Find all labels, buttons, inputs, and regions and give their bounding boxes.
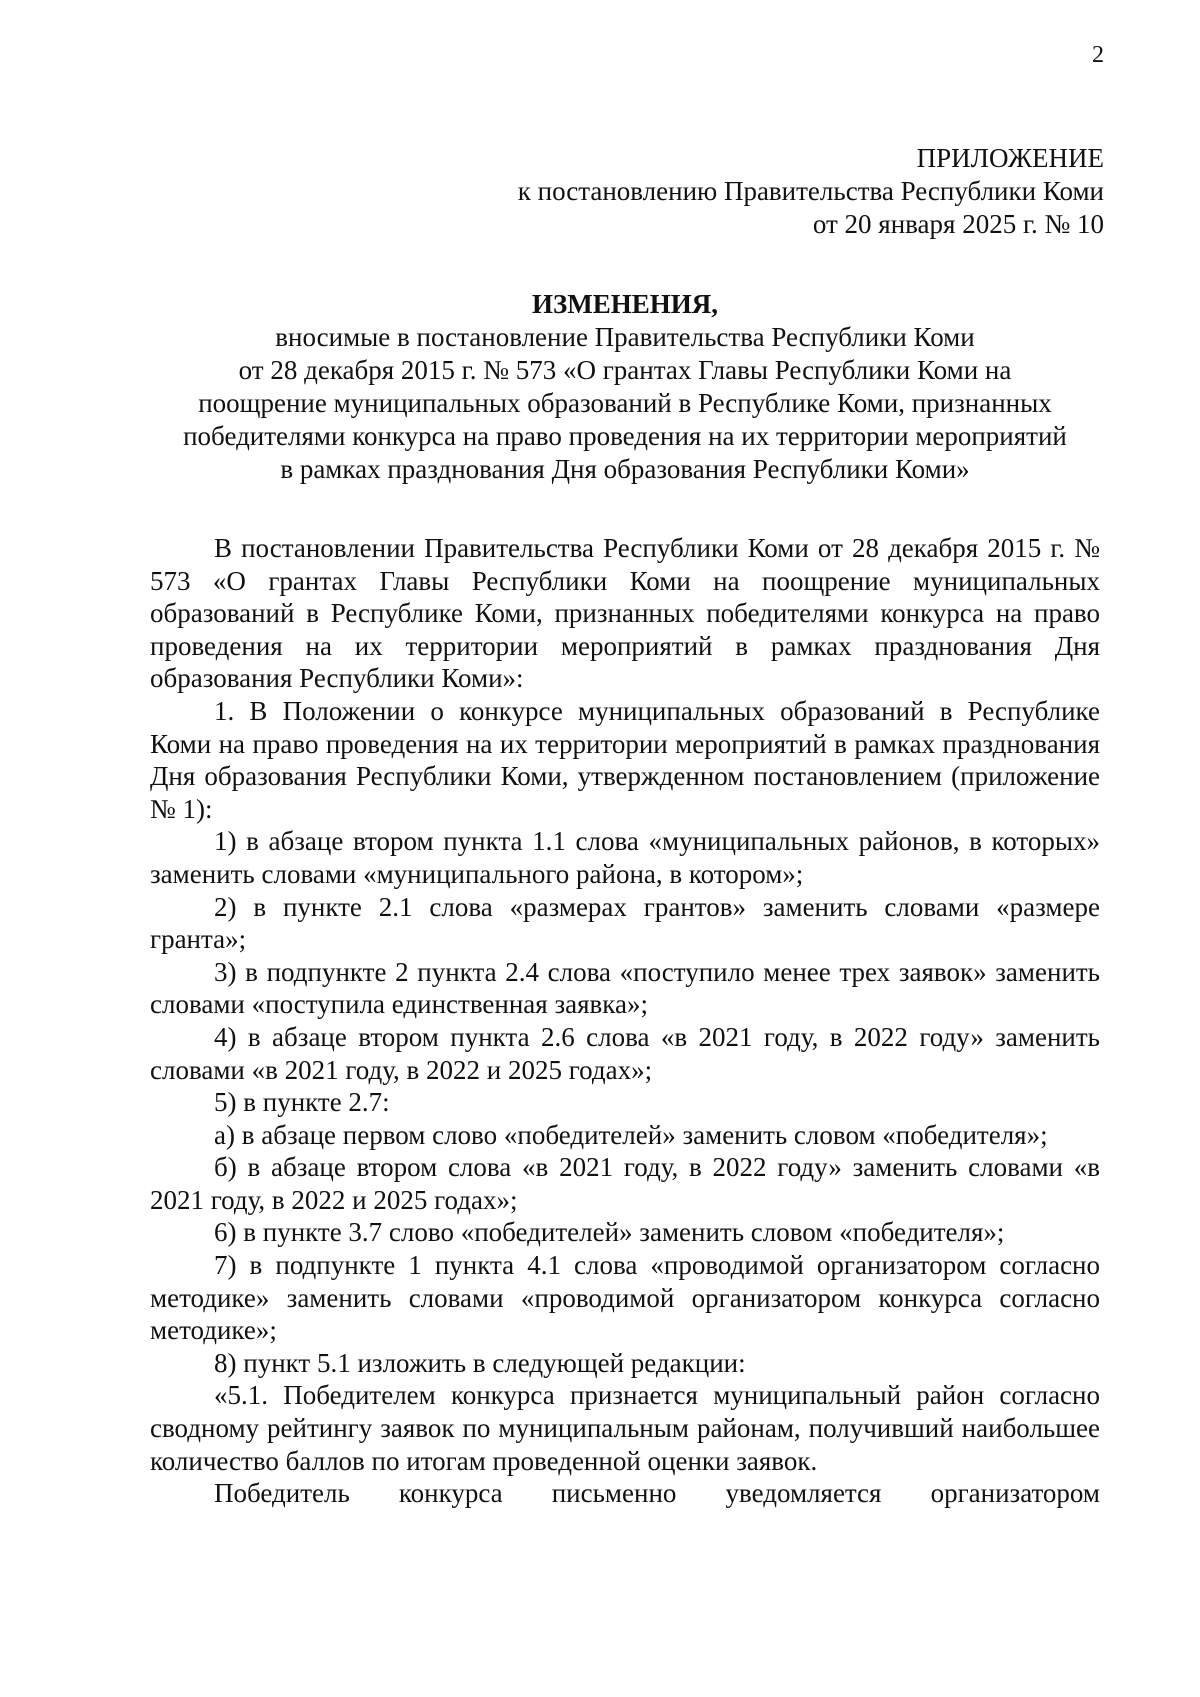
page-number: 2 xyxy=(1092,42,1104,68)
paragraph-subitem-5a: а) в абзаце первом слово «победителей» заменить словом «победителя»; xyxy=(214,1119,1048,1150)
paragraph-subitem-5b: б) в абзаце втором слова «в 2021 году, в 2022 году» заменить словами «в 2021 году, в 2022 и 2025 годах»; xyxy=(150,1152,1100,1215)
heading-line: в рамках празднования Дня образования Республики Коми» xyxy=(280,454,970,484)
paragraph-subitem-8: 8) пункт 5.1 изложить в следующей редакции: xyxy=(214,1347,746,1378)
heading-line: вносимые в постановление Правительства Республики Коми xyxy=(275,322,975,352)
document-heading xyxy=(150,288,1100,486)
paragraph-subitem-6: 6) в пункте 3.7 слово «победителей» заменить словом «победителя»; xyxy=(214,1217,1005,1248)
paragraph-subitem-5: 5) в пункте 2.7: xyxy=(214,1087,390,1118)
paragraph-quote-5-1: «5.1. Победителем конкурса признается муниципальный район согласно сводному рейтингу заявок по муниципальным районам, получивший наибольшее количество баллов по итогам проведенной оценки заявок. xyxy=(150,1380,1100,1476)
document-title: ИЗМЕНЕНИЯ, xyxy=(531,289,718,319)
paragraph-subitem-7: 7) в подпункте 1 пункта 4.1 слова «проводимой организатором согласно методике» заменить словами «проводимой организатором конкурса согласно методике»; xyxy=(150,1250,1100,1346)
appendix-date: от 20 января 2025 г. № 10 xyxy=(812,209,1104,239)
paragraph-subitem-4: 4) в абзаце втором пункта 2.6 слова «в 2021 году, в 2022 году» заменить словами «в 2021 году, в 2022 и 2025 годах»; xyxy=(150,1021,1100,1085)
heading-line: от 28 декабря 2015 г. № 573 «О грантах Главы Республики Коми на xyxy=(238,355,1012,385)
document-body xyxy=(150,532,1100,1510)
appendix-resolution-ref: к постановлению Правительства Республики Коми xyxy=(517,176,1104,206)
paragraph-intro: В постановлении Правительства Республики Коми от 28 декабря 2015 г. № 573 «О грантах Главы Республики Коми на поощрение муниципальных образований в Республике Коми, признанных победителями конкурса на право проведения на их территории мероприятий в рамках празднования Дня образования Республики Коми»: xyxy=(150,533,1100,694)
paragraph-subitem-2: 2) в пункте 2.1 слова «размерах грантов» заменить словами «размере гранта»; xyxy=(150,891,1100,955)
paragraph-item-1: 1. В Положении о конкурсе муниципальных образований в Республике Коми на право проведения на их территории мероприятий в рамках празднования Дня образования Республики Коми, утвержденном постановлением (приложение № 1): xyxy=(150,695,1100,824)
paragraph-subitem-1: 1) в абзаце втором пункта 1.1 слова «муниципальных районов, в которых» заменить словами «муниципального района, в котором»; xyxy=(150,826,1100,889)
paragraph-subitem-3: 3) в подпункте 2 пункта 2.4 слова «поступило менее трех заявок» заменить словами «поступила единственная заявка»; xyxy=(150,956,1100,1020)
paragraph-winner-notice: Победитель конкурса письменно уведомляется организатором xyxy=(214,1478,1100,1509)
heading-line: победителями конкурса на право проведения на их территории мероприятий xyxy=(183,421,1067,451)
appendix-label: ПРИЛОЖЕНИЕ xyxy=(916,143,1104,173)
appendix-header xyxy=(344,142,1104,241)
heading-line: поощрение муниципальных образований в Республике Коми, признанных xyxy=(198,388,1052,418)
